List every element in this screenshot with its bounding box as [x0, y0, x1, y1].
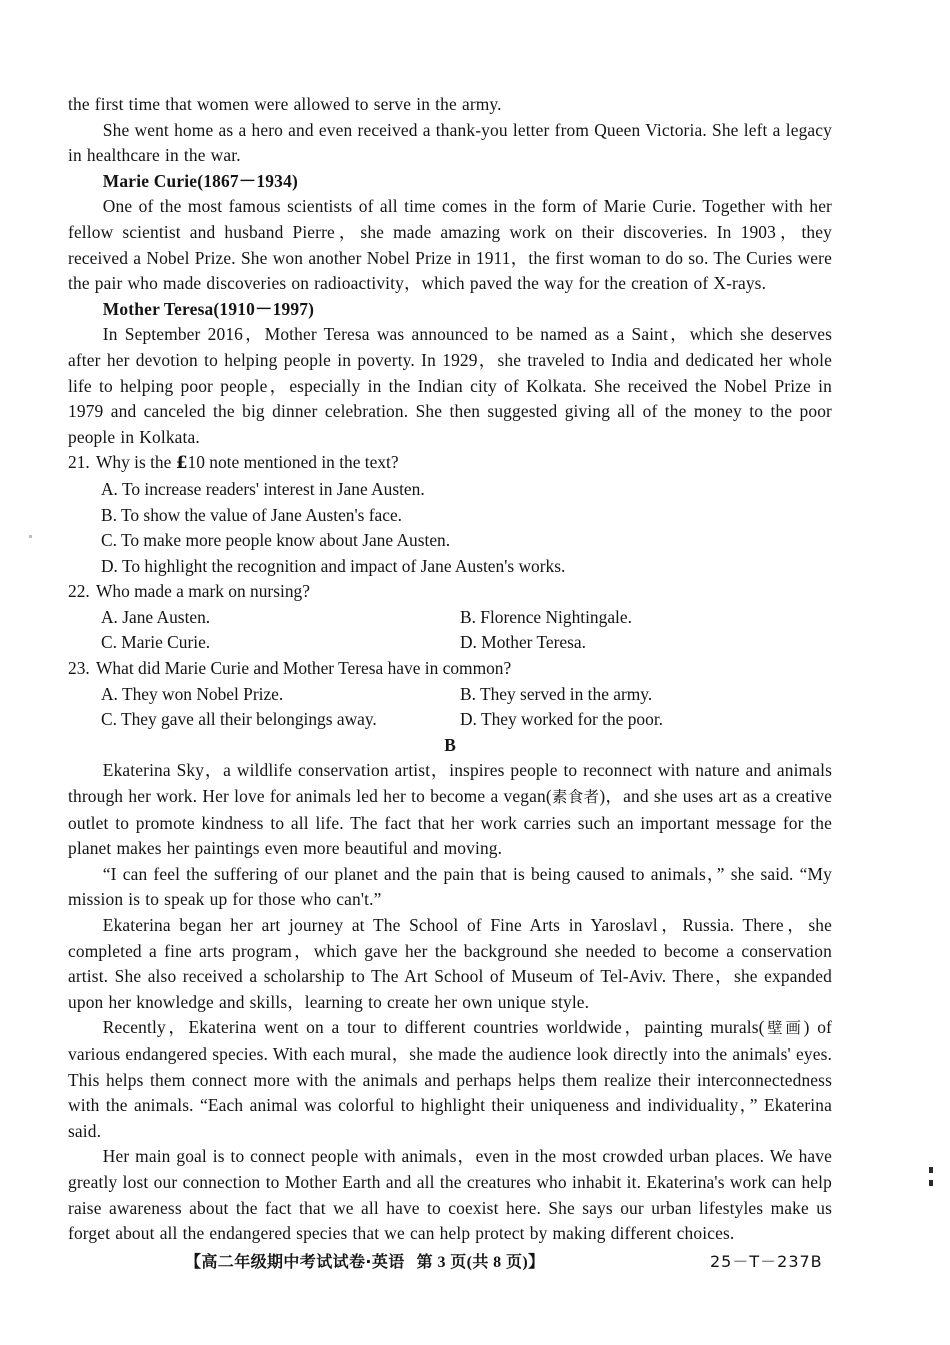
- question-22-option-row-2: [68, 630, 832, 656]
- footer-bracket-open: 【: [185, 1252, 202, 1271]
- scan-artifact-speck: [29, 535, 32, 538]
- section-b-paragraph-4-part1: Recently，Ekaterina went on a tour to different countries worldwide，painting murals(: [102, 1017, 765, 1038]
- question-21-stem: [96, 450, 832, 477]
- question-23-option-c[interactable]: C. They gave all their belongings away.: [101, 709, 377, 730]
- section-b-paragraph-2: “I can feel the suffering of our planet and the pain that is being caused to animals，” she said. “My mission is to speak up for those who can't.”: [68, 863, 832, 910]
- section-b-letter: B: [444, 734, 456, 755]
- question-21-option-c[interactable]: C. To make more people know about Jane Austen.: [101, 530, 451, 551]
- section-b-paragraph-1-part1: Ekaterina Sky，a wildlife conservation artist，inspires people to reconnect with nature and animals through her work. Her love for animals led her to become a vegan(: [68, 760, 832, 807]
- question-21-stem-part2: 10 note mentioned in the text?: [187, 452, 399, 473]
- paragraph-mother-teresa: In September 2016，Mother Teresa was announced to be named as a Saint，which she deserves after her devotion to helping people in poverty. In 1929，she traveled to India and dedicated her whole life to helping poor people，especially in the Indian city of Kolkata. She received the Nobel Prize in 1979 and canceled the big dinner celebration. She then suggested giving all of the money to the poor people in Kolkata.: [68, 324, 832, 447]
- footer-title-block: [185, 1247, 545, 1278]
- heading-mother-teresa: Mother Teresa(1910－1997): [102, 298, 315, 319]
- question-22-option-row-1: [68, 605, 832, 631]
- gloss-vegan-chinese: 素食者: [551, 788, 600, 807]
- question-22-option-c[interactable]: C. Marie Curie.: [101, 632, 211, 653]
- question-21-option-d[interactable]: D. To highlight the recognition and impact of Jane Austen's works.: [101, 555, 566, 576]
- question-23-option-b[interactable]: B. They served in the army.: [460, 683, 653, 704]
- question-21-option-b[interactable]: B. To show the value of Jane Austen's face.: [101, 504, 403, 525]
- question-22-option-b[interactable]: B. Florence Nightingale.: [460, 606, 632, 627]
- question-23-stem: What did Marie Curie and Mother Teresa have in common?: [96, 658, 512, 679]
- paragraph-nightingale-end: She went home as a hero and even received a thank-you letter from Queen Victoria. She left a legacy in healthcare in the war.: [68, 119, 832, 166]
- footer-exam-title: 高二年级期中考试试卷·英语: [201, 1252, 405, 1271]
- pound-sterling-symbol: £: [175, 453, 188, 474]
- question-23-number: 23.: [68, 658, 90, 679]
- scan-artifact-speck: [929, 1180, 933, 1186]
- question-22: [68, 579, 832, 605]
- footer-page-number: 第 3 页(共 8 页): [416, 1254, 529, 1271]
- gloss-mural-chinese: 壁画: [764, 1019, 804, 1038]
- section-b-paragraph-4-part2: ) of various endangered species. With each mural，she made the audience look directly into the animals' eyes. This helps them connect more with the animals and perhaps helps them realize their interconnectedness with the animals. “Each animal was colorful to highlight their uniqueness and individuality，” Ekaterina said.: [68, 1017, 832, 1141]
- question-21-stem-part1: Why is the: [96, 452, 176, 473]
- section-b-paragraph-3: Ekaterina began her art journey at The School of Fine Arts in Yaroslavl，Russia. There，she completed a fine arts program，which gave her the background she needed to become a conservation artist. She also received a scholarship to The Art School of Museum of Tel-Aviv. There，she expanded upon her knowledge and skills，learning to create her own unique style.: [68, 915, 832, 1012]
- question-22-option-a[interactable]: A. Jane Austen.: [101, 606, 211, 627]
- page-footer: [0, 1247, 950, 1277]
- question-23-option-row-1: [68, 682, 832, 708]
- page-content: [68, 92, 832, 1247]
- question-22-stem: Who made a mark on nursing?: [96, 581, 310, 602]
- question-22-option-d[interactable]: D. Mother Teresa.: [460, 632, 586, 653]
- heading-marie-curie: Marie Curie(1867－1934): [102, 170, 298, 191]
- section-b-paragraph-1-part2: )，and she uses art as a creative outlet to promote kindness to all life. The fact that her work carries such an important message for the planet makes her paintings even more beautiful and moving.: [68, 786, 833, 859]
- question-23: [68, 656, 832, 682]
- question-21: [68, 450, 832, 477]
- footer-paper-code: 25－T－237B: [710, 1252, 823, 1271]
- question-21-option-a[interactable]: A. To increase readers' interest in Jane Austen.: [101, 478, 425, 499]
- question-21-number: 21.: [68, 452, 90, 473]
- question-23-option-a[interactable]: A. They won Nobel Prize.: [101, 683, 284, 704]
- section-b-paragraph-4: [68, 1015, 832, 1144]
- question-23-option-row-2: [68, 707, 832, 733]
- footer-bracket-close: 】: [528, 1252, 545, 1271]
- section-b-paragraph-1: [68, 758, 832, 861]
- question-23-option-d[interactable]: D. They worked for the poor.: [460, 709, 664, 730]
- scan-artifact-speck: [929, 1167, 933, 1173]
- paragraph-continuation: the first time that women were allowed to serve in the army.: [68, 94, 502, 114]
- paragraph-marie-curie: One of the most famous scientists of all time comes in the form of Marie Curie. Together with her fellow scientist and husband Pierre，she made amazing work on their discoveries. In 1903，they received a Nobel Prize. She won another Nobel Prize in 1911，the first woman to do so. The Curies were the pair who made discoveries on radioactivity，which paved the way for the creation of X-rays.: [68, 196, 832, 294]
- question-22-number: 22.: [68, 581, 90, 602]
- section-b-paragraph-5: Her main goal is to connect people with animals，even in the most crowded urban places. We have greatly lost our connection to Mother Earth and all the creatures who inhabit it. Ekaterina's work can help raise awareness about the fact that we all have to coexist here. She says our urban lifestyles make us forget about all the endangered species that we can help protect by making different choices.: [68, 1146, 832, 1244]
